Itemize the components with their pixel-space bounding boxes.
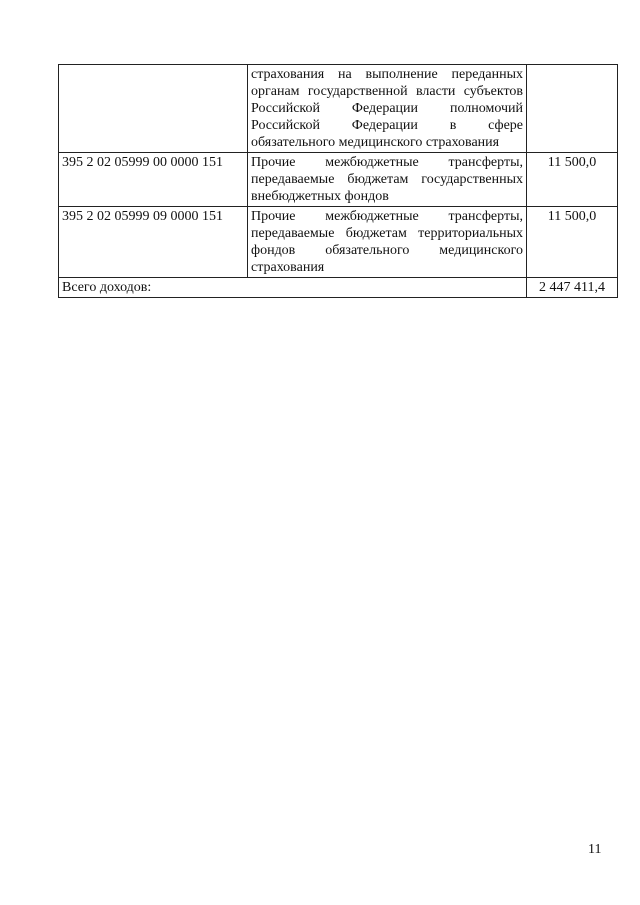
income-table xyxy=(58,64,618,298)
income-name-cell xyxy=(248,65,527,153)
income-name-text: страхования на выполнение переданных органам государственной власти субъектов Российской Федерации полномочий Российской Федерации в сфере обязательного медицинского страхования xyxy=(251,67,523,150)
table-row xyxy=(59,65,618,153)
budget-code-cell: 395 2 02 05999 00 0000 151 xyxy=(59,153,248,207)
total-row xyxy=(59,278,618,298)
amount-cell xyxy=(527,65,618,153)
total-amount: 2 447 411,4 xyxy=(527,278,618,298)
income-name-text: Прочие межбюджетные трансферты, передаваемые бюджетам государственных внебюджетных фондов xyxy=(251,155,523,204)
amount-cell: 11 500,0 xyxy=(527,207,618,278)
income-name-cell xyxy=(248,207,527,278)
page-number: 11 xyxy=(588,842,602,857)
table-row xyxy=(59,153,618,207)
budget-code-cell xyxy=(59,65,248,153)
income-name-text: Прочие межбюджетные трансферты, передаваемые бюджетам территориальных фондов обязательного медицинского страхования xyxy=(251,209,523,275)
budget-code-cell: 395 2 02 05999 09 0000 151 xyxy=(59,207,248,278)
income-name-cell xyxy=(248,153,527,207)
amount-cell: 11 500,0 xyxy=(527,153,618,207)
total-label: Всего доходов: xyxy=(59,278,527,298)
table-row xyxy=(59,207,618,278)
